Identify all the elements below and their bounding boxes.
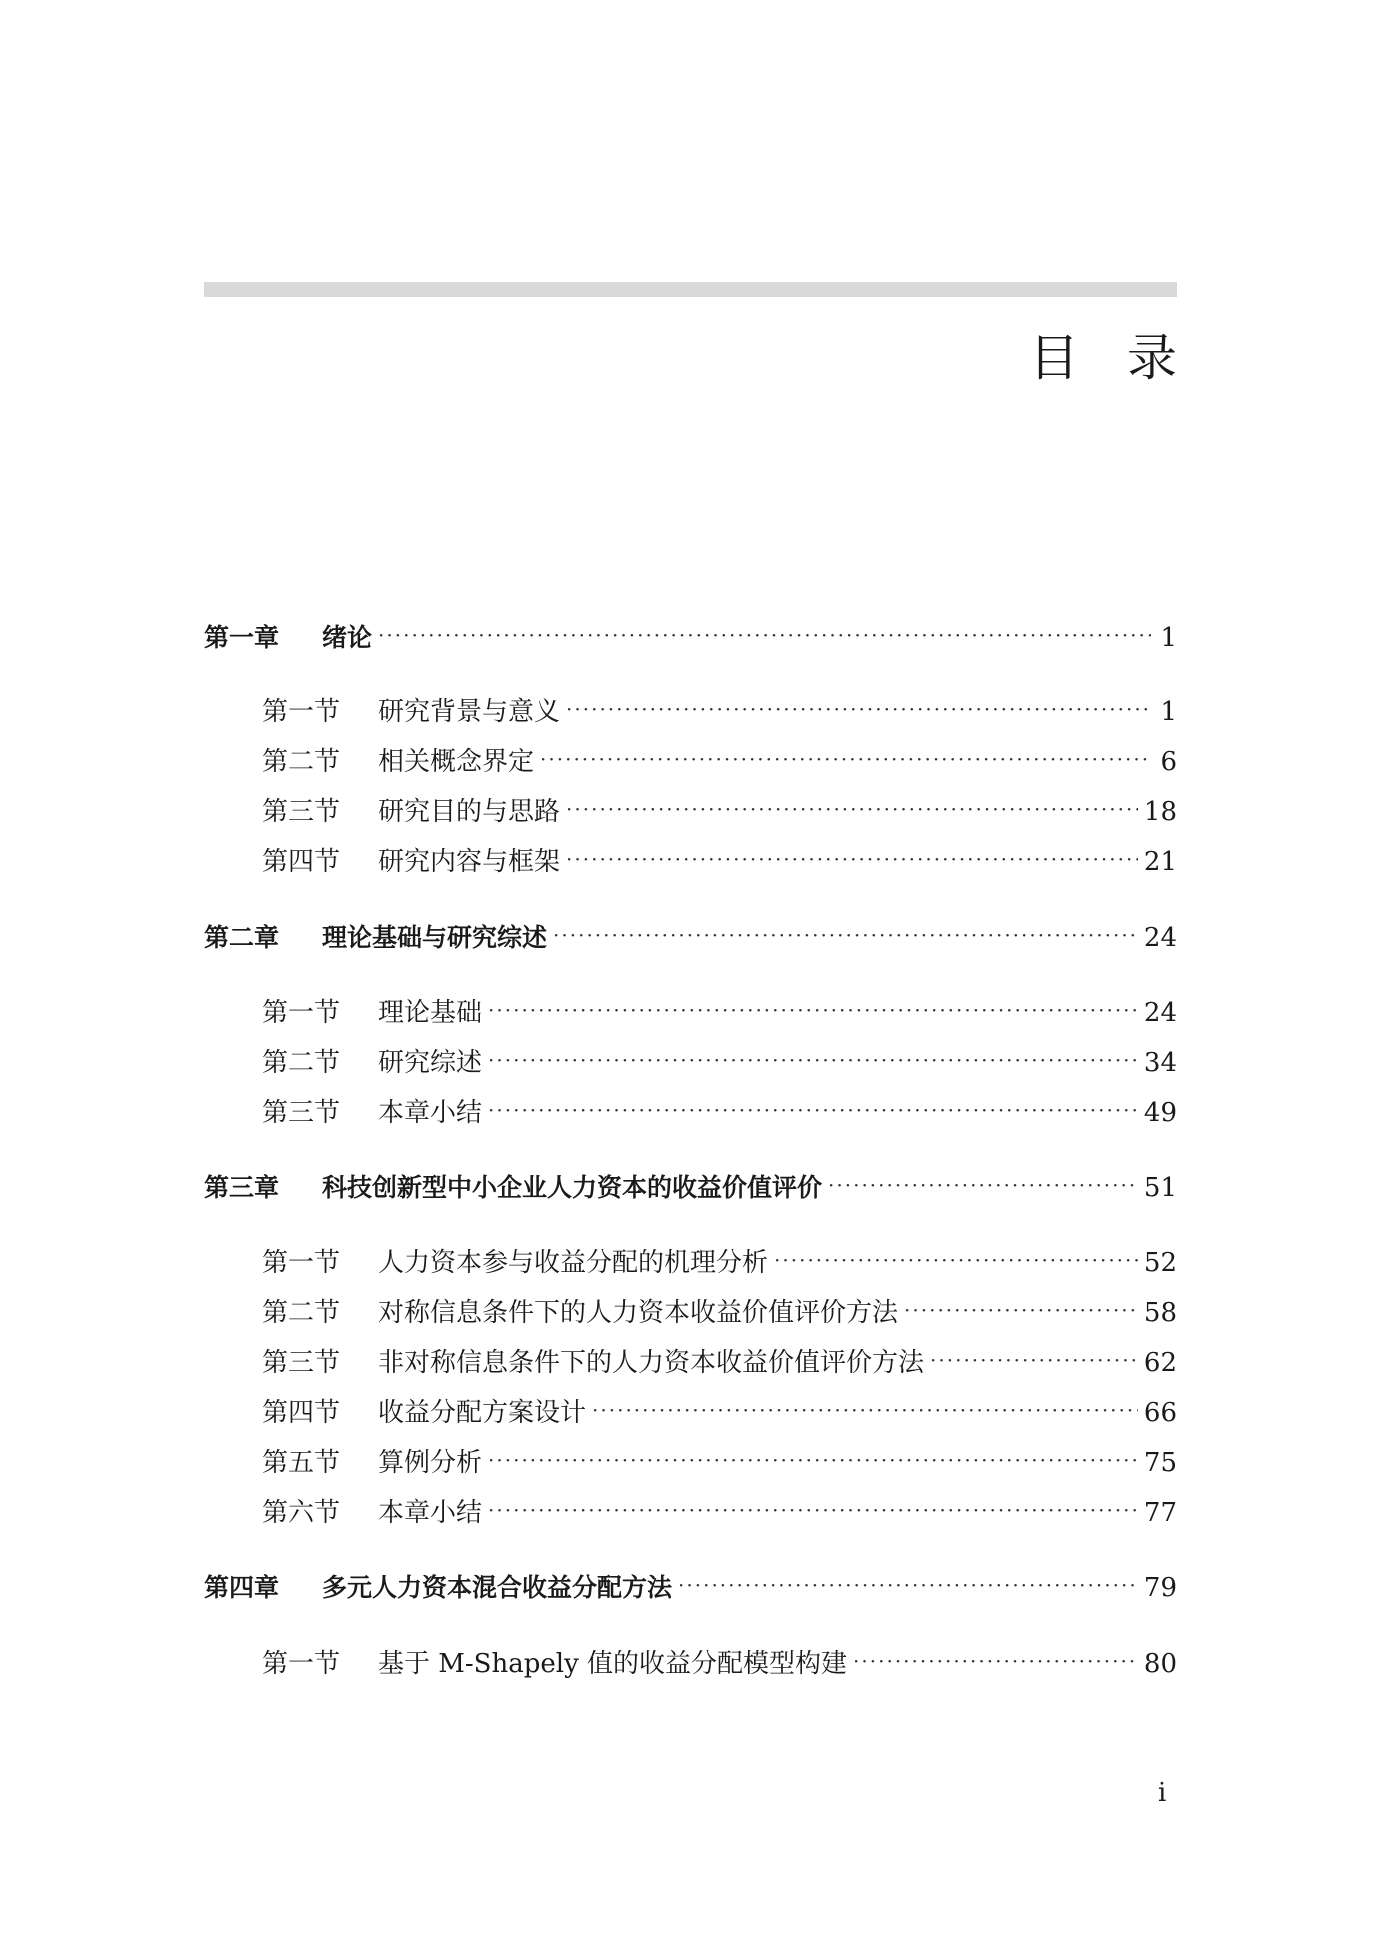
entry-title: 研究目的与思路	[378, 797, 561, 827]
dot-leader	[488, 1490, 1138, 1530]
dot-leader	[488, 990, 1138, 1030]
dot-leader	[378, 615, 1151, 655]
dot-leader	[566, 689, 1151, 729]
toc-section-entry[interactable]	[204, 1443, 1177, 1483]
dot-leader	[553, 915, 1138, 955]
toc-section-entry[interactable]	[204, 1644, 1177, 1684]
entry-page-number: 24	[1143, 998, 1177, 1028]
dot-leader	[488, 1090, 1138, 1130]
entry-page-number: 1	[1160, 697, 1177, 727]
toc-section-entry[interactable]	[204, 1493, 1177, 1533]
dot-leader	[904, 1290, 1138, 1330]
entry-number: 第五节	[262, 1448, 341, 1478]
entry-title: 研究内容与框架	[378, 847, 561, 877]
entry-title: 研究背景与意义	[378, 697, 561, 727]
entry-page-number: 6	[1160, 747, 1177, 777]
toc-section-entry[interactable]	[204, 1343, 1177, 1383]
entry-title: 本章小结	[378, 1098, 483, 1128]
dot-leader	[566, 789, 1138, 829]
dot-leader	[488, 1040, 1138, 1080]
dot-leader	[540, 739, 1151, 779]
toc-section-entry[interactable]	[204, 1043, 1177, 1083]
entry-number: 第一章	[204, 623, 280, 652]
dot-leader	[566, 839, 1138, 879]
dot-leader	[592, 1390, 1138, 1430]
toc-chapter-entry[interactable]	[204, 618, 1177, 658]
entry-title: 科技创新型中小企业人力资本的收益价值评价	[322, 1173, 823, 1202]
entry-number: 第三章	[204, 1173, 280, 1202]
entry-number: 第二章	[204, 923, 280, 952]
dot-leader	[828, 1165, 1138, 1205]
dot-leader	[930, 1340, 1138, 1380]
toc-section-entry[interactable]	[204, 993, 1177, 1033]
entry-number: 第一节	[262, 1649, 341, 1679]
dot-leader	[488, 1440, 1138, 1480]
entry-page-number: 49	[1143, 1098, 1177, 1128]
entry-number: 第三节	[262, 1348, 341, 1378]
dot-leader	[774, 1240, 1138, 1280]
entry-title: 多元人力资本混合收益分配方法	[322, 1573, 673, 1602]
entry-number: 第三节	[262, 797, 341, 827]
entry-page-number: 79	[1143, 1573, 1177, 1603]
entry-number: 第一节	[262, 998, 341, 1028]
toc-section-entry[interactable]	[204, 1393, 1177, 1433]
entry-number: 第六节	[262, 1498, 341, 1528]
entry-number: 第二节	[262, 1048, 341, 1078]
page-title: 目录	[1029, 329, 1225, 387]
entry-page-number: 66	[1143, 1398, 1177, 1428]
entry-page-number: 51	[1143, 1173, 1177, 1203]
toc-section-entry[interactable]	[204, 1293, 1177, 1333]
entry-page-number: 75	[1143, 1448, 1177, 1478]
dot-leader	[853, 1641, 1138, 1681]
entry-title: 算例分析	[378, 1448, 483, 1478]
toc-section-entry[interactable]	[204, 742, 1177, 782]
entry-page-number: 24	[1143, 923, 1177, 953]
entry-number: 第四章	[204, 1573, 280, 1602]
entry-page-number: 77	[1143, 1498, 1177, 1528]
entry-number: 第四节	[262, 1398, 341, 1428]
toc-section-entry[interactable]	[204, 842, 1177, 882]
toc-section-entry[interactable]	[204, 1093, 1177, 1133]
entry-title: 绪论	[322, 623, 373, 652]
entry-page-number: 21	[1143, 847, 1177, 877]
dot-leader	[678, 1565, 1138, 1605]
entry-number: 第三节	[262, 1098, 341, 1128]
entry-number: 第二节	[262, 747, 341, 777]
toc-section-entry[interactable]	[204, 792, 1177, 832]
toc-chapter-entry[interactable]	[204, 1568, 1177, 1608]
entry-title: 相关概念界定	[378, 747, 535, 777]
entry-title: 对称信息条件下的人力资本收益价值评价方法	[378, 1298, 899, 1328]
entry-page-number: 80	[1143, 1649, 1177, 1679]
entry-title: 研究综述	[378, 1048, 483, 1078]
entry-title: 非对称信息条件下的人力资本收益价值评价方法	[378, 1348, 925, 1378]
entry-page-number: 62	[1143, 1348, 1177, 1378]
entry-title: 基于 M-Shapely 值的收益分配模型构建	[378, 1649, 848, 1679]
entry-number: 第一节	[262, 697, 341, 727]
entry-title: 本章小结	[378, 1498, 483, 1528]
entry-number: 第二节	[262, 1298, 341, 1328]
entry-title: 人力资本参与收益分配的机理分析	[378, 1248, 769, 1278]
toc-section-entry[interactable]	[204, 692, 1177, 732]
entry-title: 理论基础与研究综述	[322, 923, 548, 952]
entry-page-number: 18	[1143, 797, 1177, 827]
entry-page-number: 58	[1143, 1298, 1177, 1328]
toc-section-entry[interactable]	[204, 1243, 1177, 1283]
entry-number: 第一节	[262, 1248, 341, 1278]
entry-page-number: 52	[1143, 1248, 1177, 1278]
entry-number: 第四节	[262, 847, 341, 877]
page-number: i	[1158, 1778, 1167, 1808]
entry-page-number: 1	[1160, 623, 1177, 653]
entry-title: 收益分配方案设计	[378, 1398, 587, 1428]
header-rule	[204, 282, 1177, 297]
toc-chapter-entry[interactable]	[204, 1168, 1177, 1208]
toc-chapter-entry[interactable]	[204, 918, 1177, 958]
entry-title: 理论基础	[378, 998, 483, 1028]
entry-page-number: 34	[1143, 1048, 1177, 1078]
